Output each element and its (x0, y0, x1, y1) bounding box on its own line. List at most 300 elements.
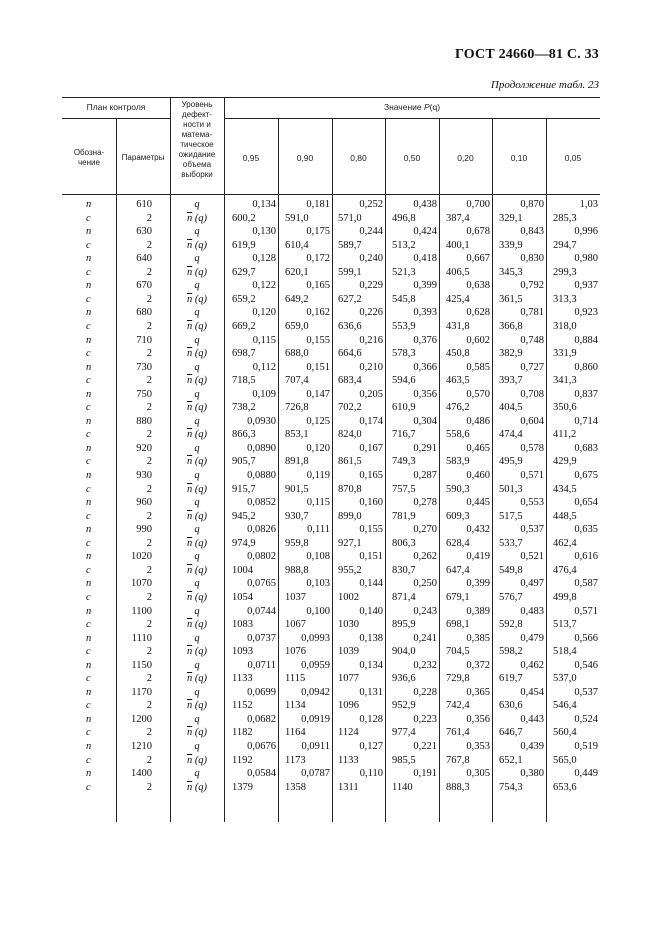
level-q: q (194, 388, 200, 400)
row-symbol-n: n (86, 524, 92, 536)
mean-sample-size: 609,3 (446, 510, 470, 522)
mean-sample-size: 448,5 (553, 510, 577, 522)
level-q: q (194, 741, 200, 752)
q-value: 0,571 (574, 605, 598, 617)
level-nq: $\overline{n}$ (q) (186, 781, 208, 793)
q-value: 0,366 (413, 361, 437, 373)
mean-sample-size: 647,4 (446, 564, 470, 576)
level-nq: $\overline{n}$ (q) (186, 456, 208, 468)
sample-size: 960 (136, 497, 152, 509)
q-value: 0,262 (413, 551, 437, 563)
row-symbol-n: n (86, 253, 92, 265)
mean-sample-size: 1067 (285, 619, 306, 631)
q-value: 0,521 (520, 551, 544, 563)
header-level: Уровень дефект-ности и матема-тическое ожидание объема выборки (178, 100, 216, 179)
mean-sample-size: 649,2 (285, 293, 309, 305)
mean-sample-size: 679,1 (446, 591, 470, 603)
mean-sample-size: 628,4 (446, 537, 470, 549)
q-value: 0,519 (574, 741, 598, 752)
mean-sample-size: 754,3 (499, 781, 523, 793)
q-value: 0,305 (466, 768, 490, 780)
row-symbol-c: c (86, 646, 91, 658)
header-plan: План контроля (86, 102, 146, 112)
row-symbol-n: n (86, 768, 92, 780)
row-symbol-c: c (86, 537, 91, 549)
q-value: 0,372 (466, 659, 490, 671)
mean-sample-size: 496,8 (392, 212, 416, 224)
level-q: q (194, 253, 200, 265)
acceptance-number: 2 (146, 266, 152, 278)
mean-sample-size: 824,0 (338, 429, 362, 441)
mean-sample-size: 726,8 (285, 402, 309, 414)
q-value: 0,134 (252, 199, 276, 210)
mean-sample-size: 382,9 (499, 348, 523, 360)
q-value: 0,162 (306, 307, 330, 319)
level-q: q (194, 361, 200, 373)
mean-sample-size: 718,5 (232, 375, 256, 387)
sample-size: 610 (136, 199, 152, 210)
q-value: 0,486 (466, 415, 490, 427)
mean-sample-size: 518,4 (553, 646, 577, 658)
q-value: 0,546 (574, 659, 598, 671)
q-value: 0,923 (574, 307, 598, 319)
q-value: 0,0993 (301, 632, 330, 644)
level-q: q (194, 334, 200, 346)
q-value: 0,172 (306, 253, 330, 265)
mean-sample-size: 985,5 (392, 754, 416, 766)
row-symbol-n: n (86, 280, 92, 292)
mean-sample-size: 425,4 (446, 293, 470, 305)
level-q: q (194, 605, 200, 617)
mean-sample-size: 866,3 (232, 429, 256, 441)
q-value: 0,439 (520, 741, 544, 752)
mean-sample-size: 513,7 (553, 619, 577, 631)
level-q: q (194, 307, 200, 319)
header-probability: 0,05 (564, 153, 582, 163)
level-nq: $\overline{n}$ (q) (186, 375, 208, 387)
level-nq: $\overline{n}$ (q) (186, 212, 208, 224)
level-nq: $\overline{n}$ (q) (186, 402, 208, 414)
mean-sample-size: 450,8 (446, 348, 470, 360)
level-q: q (194, 551, 200, 563)
mean-sample-size: 345,3 (499, 266, 523, 278)
mean-sample-size: 404,5 (499, 402, 523, 414)
mean-sample-size: 590,3 (446, 483, 470, 495)
mean-sample-size: 704,5 (446, 646, 470, 658)
sample-size: 1020 (131, 551, 152, 563)
q-value: 0,537 (520, 524, 544, 536)
sample-size: 1210 (131, 741, 152, 752)
mean-sample-size: 1096 (338, 700, 359, 712)
mean-sample-size: 619,9 (232, 239, 256, 251)
mean-sample-size: 299,3 (553, 266, 577, 278)
mean-sample-size: 627,2 (338, 293, 362, 305)
q-value: 0,131 (359, 686, 383, 698)
level-q: q (194, 524, 200, 536)
mean-sample-size: 945,2 (232, 510, 256, 522)
q-value: 0,781 (520, 307, 544, 319)
mean-sample-size: 901,5 (285, 483, 309, 495)
q-value: 0,130 (252, 226, 276, 238)
q-value: 0,399 (466, 578, 490, 590)
acceptance-number: 2 (146, 456, 152, 468)
q-value: 0,223 (413, 713, 437, 725)
mean-sample-size: 565,0 (553, 754, 577, 766)
level-q: q (194, 199, 200, 210)
q-value: 0,174 (359, 415, 383, 427)
q-value: 0,884 (574, 334, 598, 346)
q-value: 0,837 (574, 388, 598, 400)
row-symbol-c: c (86, 591, 91, 603)
row-symbol-c: c (86, 212, 91, 224)
mean-sample-size: 366,8 (499, 320, 523, 332)
acceptance-number: 2 (146, 564, 152, 576)
mean-sample-size: 1077 (338, 673, 359, 685)
mean-sample-size: 1164 (285, 727, 306, 739)
mean-sample-size: 738,2 (232, 402, 256, 414)
mean-sample-size: 1030 (338, 619, 359, 631)
q-value: 0,465 (466, 442, 490, 454)
mean-sample-size: 521,3 (392, 266, 416, 278)
mean-sample-size: 806,3 (392, 537, 416, 549)
q-value: 1,03 (579, 199, 598, 210)
header-top-rule (62, 97, 600, 98)
mean-sample-size: 294,7 (553, 239, 577, 251)
q-value: 0,937 (574, 280, 598, 292)
row-symbol-c: c (86, 781, 91, 793)
q-value: 0,229 (359, 280, 383, 292)
acceptance-number: 2 (146, 375, 152, 387)
level-nq: $\overline{n}$ (q) (186, 483, 208, 495)
q-value: 0,244 (359, 226, 383, 238)
q-value: 0,155 (306, 334, 330, 346)
sample-size: 1150 (131, 659, 152, 671)
q-value: 0,140 (359, 605, 383, 617)
q-value: 0,578 (520, 442, 544, 454)
q-value: 0,860 (574, 361, 598, 373)
q-value: 0,115 (306, 497, 330, 509)
level-nq: $\overline{n}$ (q) (186, 619, 208, 631)
mean-sample-size: 1124 (338, 727, 359, 739)
mean-sample-size: 411,2 (553, 429, 577, 441)
q-value: 0,748 (520, 334, 544, 346)
mean-sample-size: 406,5 (446, 266, 470, 278)
acceptance-number: 2 (146, 646, 152, 658)
acceptance-number: 2 (146, 239, 152, 251)
mean-sample-size: 499,8 (553, 591, 577, 603)
q-value: 0,160 (359, 497, 383, 509)
q-value: 0,438 (413, 199, 437, 210)
level-nq: $\overline{n}$ (q) (186, 537, 208, 549)
q-value: 0,0584 (247, 768, 276, 780)
q-value: 0,385 (466, 632, 490, 644)
q-value: 0,0737 (247, 632, 276, 644)
header-probability: 0,80 (350, 153, 367, 163)
mean-sample-size: 757,5 (392, 483, 416, 495)
row-symbol-n: n (86, 551, 92, 563)
q-value: 0,205 (359, 388, 383, 400)
q-value: 0,843 (520, 226, 544, 238)
mean-sample-size: 578,3 (392, 348, 416, 360)
header-designation: Обозна-чение (73, 148, 105, 167)
mean-sample-size: 683,4 (338, 375, 362, 387)
q-value: 0,112 (252, 361, 276, 373)
mean-sample-size: 702,2 (338, 402, 362, 414)
q-value: 0,110 (359, 768, 383, 780)
q-value: 0,585 (466, 361, 490, 373)
mean-sample-size: 1037 (285, 591, 306, 603)
q-value: 0,120 (306, 442, 330, 454)
mean-sample-size: 1173 (285, 754, 306, 766)
mean-sample-size: 1115 (285, 673, 306, 685)
row-symbol-c: c (86, 483, 91, 495)
mean-sample-size: 431,8 (446, 320, 470, 332)
mean-sample-size: 1182 (232, 727, 253, 739)
mean-sample-size: 977,4 (392, 727, 416, 739)
q-value: 0,226 (359, 307, 383, 319)
q-value: 0,210 (359, 361, 383, 373)
mean-sample-size: 1152 (232, 700, 253, 712)
level-nq: $\overline{n}$ (q) (186, 239, 208, 251)
acceptance-number: 2 (146, 293, 152, 305)
mean-sample-size: 476,4 (553, 564, 577, 576)
sample-size: 1110 (131, 632, 152, 644)
sample-size: 930 (136, 470, 152, 481)
mean-sample-size: 904,0 (392, 646, 416, 658)
sample-size: 670 (136, 280, 152, 292)
row-symbol-n: n (86, 632, 92, 644)
q-value: 0,291 (413, 442, 437, 454)
q-value: 0,0959 (301, 659, 330, 671)
mean-sample-size: 1093 (232, 646, 253, 658)
q-value: 0,175 (306, 226, 330, 238)
level-nq: $\overline{n}$ (q) (186, 754, 208, 766)
level-nq: $\overline{n}$ (q) (186, 564, 208, 576)
sample-size: 1200 (131, 713, 152, 725)
mean-sample-size: 592,8 (499, 619, 523, 631)
mean-sample-size: 571,0 (338, 212, 362, 224)
sample-size: 630 (136, 226, 152, 238)
q-value: 0,700 (466, 199, 490, 210)
level-q: q (194, 442, 200, 454)
q-value: 0,980 (574, 253, 598, 265)
row-symbol-n: n (86, 415, 92, 427)
q-value: 0,0787 (301, 768, 330, 780)
q-value: 0,138 (359, 632, 383, 644)
mean-sample-size: 1076 (285, 646, 306, 658)
q-value: 0,165 (306, 280, 330, 292)
mean-sample-size: 537,0 (553, 673, 577, 685)
q-value: 0,155 (359, 524, 383, 536)
acceptance-number: 2 (146, 591, 152, 603)
acceptance-number: 2 (146, 402, 152, 414)
q-value: 0,0744 (247, 605, 276, 617)
q-value: 0,252 (359, 199, 383, 210)
level-q: q (194, 226, 200, 238)
mean-sample-size: 653,6 (553, 781, 577, 793)
mean-sample-size: 517,5 (499, 510, 523, 522)
mean-sample-size: 1133 (338, 754, 359, 766)
mean-sample-size: 387,4 (446, 212, 470, 224)
mean-sample-size: 891,8 (285, 456, 309, 468)
mean-sample-size: 393,7 (499, 375, 523, 387)
mean-sample-size: 1039 (338, 646, 359, 658)
sample-size: 990 (136, 524, 152, 536)
mean-sample-size: 895,9 (392, 619, 416, 631)
mean-sample-size: 646,7 (499, 727, 523, 739)
q-value: 0,418 (413, 253, 437, 265)
level-nq: $\overline{n}$ (q) (186, 591, 208, 603)
q-value: 0,240 (359, 253, 383, 265)
row-symbol-c: c (86, 700, 91, 712)
q-value: 0,287 (413, 470, 437, 481)
q-value: 0,115 (252, 334, 276, 346)
acceptance-number: 2 (146, 212, 152, 224)
q-value: 0,278 (413, 497, 437, 509)
mean-sample-size: 716,7 (392, 429, 416, 441)
q-value: 0,604 (520, 415, 544, 427)
mean-sample-size: 636,6 (338, 320, 362, 332)
q-value: 0,221 (413, 741, 437, 752)
q-value: 0,100 (306, 605, 330, 617)
row-symbol-c: c (86, 239, 91, 251)
acceptance-number: 2 (146, 619, 152, 631)
q-value: 0,0676 (247, 741, 276, 752)
q-value: 0,0890 (247, 442, 276, 454)
q-value: 0,120 (252, 307, 276, 319)
mean-sample-size: 313,3 (553, 293, 577, 305)
mean-sample-size: 513,2 (392, 239, 416, 251)
q-value: 0,128 (359, 713, 383, 725)
sample-size: 1070 (131, 578, 152, 590)
level-q: q (194, 470, 200, 481)
level-q: q (194, 632, 200, 644)
q-value: 0,0711 (247, 659, 276, 671)
mean-sample-size: 1054 (232, 591, 253, 603)
acceptance-number: 2 (146, 781, 152, 793)
q-value: 0,0911 (301, 741, 330, 752)
level-nq: $\overline{n}$ (q) (186, 727, 208, 739)
row-symbol-n: n (86, 713, 92, 725)
mean-sample-size: 560,4 (553, 727, 577, 739)
mean-sample-size: 610,4 (285, 239, 309, 251)
q-value: 0,462 (520, 659, 544, 671)
mean-sample-size: 698,7 (232, 348, 256, 360)
row-symbol-c: c (86, 727, 91, 739)
mean-sample-size: 888,3 (446, 781, 470, 793)
q-value: 0,537 (574, 686, 598, 698)
q-value: 0,122 (252, 280, 276, 292)
acceptance-number: 2 (146, 537, 152, 549)
mean-sample-size: 664,6 (338, 348, 362, 360)
mean-sample-size: 341,3 (553, 375, 577, 387)
row-symbol-c: c (86, 375, 91, 387)
mean-sample-size: 495,9 (499, 456, 523, 468)
mean-sample-size: 591,0 (285, 212, 309, 224)
mean-sample-size: 629,7 (232, 266, 256, 278)
row-symbol-n: n (86, 659, 92, 671)
sample-size: 1170 (131, 686, 152, 698)
q-value: 0,243 (413, 605, 437, 617)
q-value: 0,424 (413, 226, 437, 238)
mean-sample-size: 589,7 (338, 239, 362, 251)
mean-sample-size: 659,0 (285, 320, 309, 332)
row-symbol-c: c (86, 320, 91, 332)
mean-sample-size: 594,6 (392, 375, 416, 387)
q-value: 0,587 (574, 578, 598, 590)
q-value: 0,389 (466, 605, 490, 617)
mean-sample-size: 781,9 (392, 510, 416, 522)
mean-sample-size: 599,1 (338, 266, 362, 278)
q-value: 0,449 (574, 768, 598, 780)
level-nq: $\overline{n}$ (q) (186, 673, 208, 685)
mean-sample-size: 285,3 (553, 212, 577, 224)
mean-sample-size: 905,7 (232, 456, 256, 468)
q-value: 0,714 (574, 415, 598, 427)
q-value: 0,356 (413, 388, 437, 400)
mean-sample-size: 329,1 (499, 212, 523, 224)
q-value: 0,0942 (301, 686, 330, 698)
q-value: 0,103 (306, 578, 330, 590)
row-symbol-n: n (86, 307, 92, 319)
q-value: 0,830 (520, 253, 544, 265)
level-q: q (194, 280, 200, 292)
q-value: 0,119 (306, 470, 330, 481)
mean-sample-size: 620,1 (285, 266, 309, 278)
mean-sample-size: 936,6 (392, 673, 416, 685)
mean-sample-size: 1133 (232, 673, 253, 685)
continuation-label: Продолжение табл. 23 (490, 79, 599, 91)
mean-sample-size: 462,4 (553, 537, 577, 549)
mean-sample-size: 1004 (232, 564, 253, 576)
mean-sample-size: 1083 (232, 619, 253, 631)
q-value: 0,638 (466, 280, 490, 292)
header-value: Значение P(q) (383, 102, 441, 112)
q-value: 0,678 (466, 226, 490, 238)
q-value: 0,443 (520, 713, 544, 725)
q-value: 0,399 (413, 280, 437, 292)
acceptance-number: 2 (146, 320, 152, 332)
row-symbol-c: c (86, 673, 91, 685)
mean-sample-size: 1358 (285, 781, 306, 793)
level-q: q (194, 415, 200, 427)
level-nq: $\overline{n}$ (q) (186, 348, 208, 360)
q-value: 0,127 (359, 741, 383, 752)
q-value: 0,654 (574, 497, 598, 509)
q-value: 0,147 (306, 388, 330, 400)
mean-sample-size: 474,4 (499, 429, 523, 441)
level-nq: $\overline{n}$ (q) (186, 320, 208, 332)
mean-sample-size: 501,3 (499, 483, 523, 495)
q-value: 0,144 (359, 578, 383, 590)
page-header: ГОСТ 24660—81 С. 33 (455, 47, 599, 62)
mean-sample-size: 553,9 (392, 320, 416, 332)
q-value: 0,304 (413, 415, 437, 427)
row-symbol-n: n (86, 199, 92, 210)
mean-sample-size: 959,8 (285, 537, 309, 549)
q-value: 0,0682 (247, 713, 276, 725)
q-value: 0,108 (306, 551, 330, 563)
q-value: 0,0852 (247, 497, 276, 509)
mean-sample-size: 659,2 (232, 293, 256, 305)
row-symbol-n: n (86, 361, 92, 373)
mean-sample-size: 742,4 (446, 700, 470, 712)
q-value: 0,376 (413, 334, 437, 346)
q-value: 0,432 (466, 524, 490, 536)
level-q: q (194, 659, 200, 671)
q-value: 0,683 (574, 442, 598, 454)
mean-sample-size: 350,6 (553, 402, 577, 414)
